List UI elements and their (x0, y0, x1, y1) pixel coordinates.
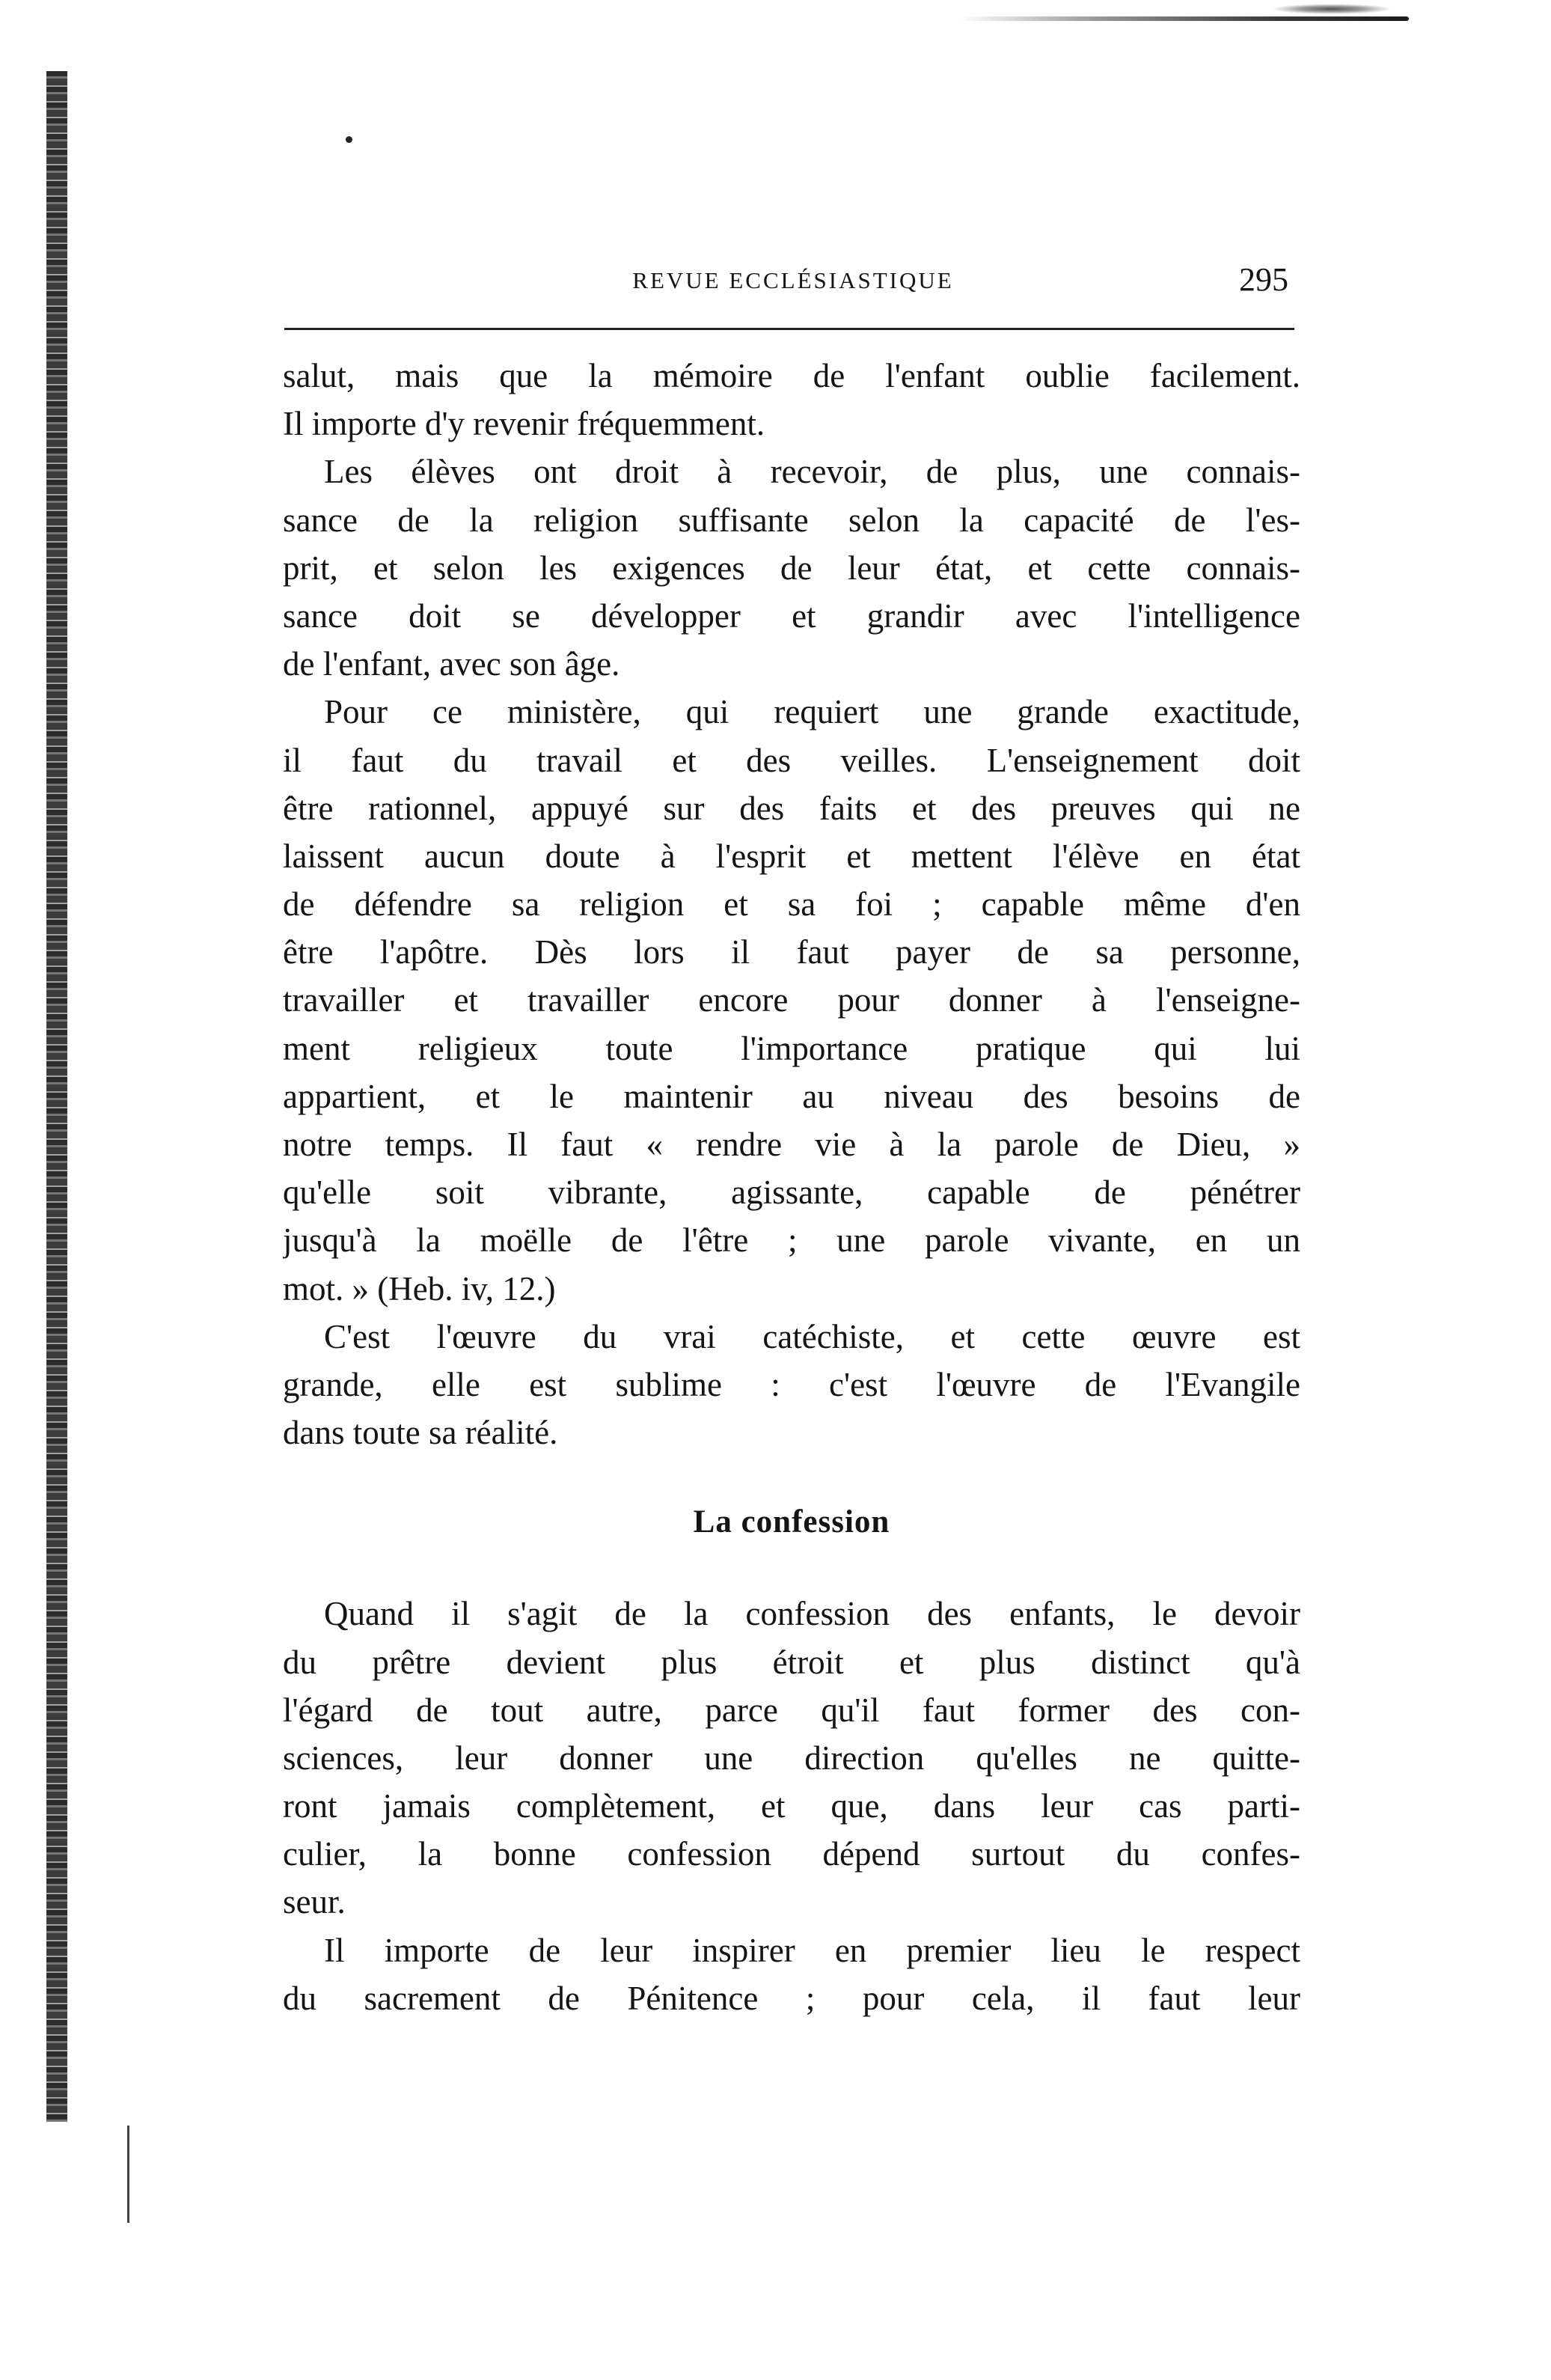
text-line: prit, et selon les exigences de leur état, et cette connais- (283, 549, 1300, 587)
scan-speck (1272, 4, 1392, 14)
text-line: sance doit se développer et grandir avec l'intelligence (283, 596, 1300, 635)
text-line: appartient, et le maintenir au niveau des besoins de (283, 1077, 1300, 1115)
text-line: notre temps. Il faut « rendre vie à la parole de Dieu, » (283, 1126, 1300, 1163)
text-line: culier, la bonne confession dépend surtout du confes- (283, 1835, 1300, 1873)
binding-edge (46, 71, 67, 2122)
header-rule (284, 328, 1294, 330)
body-text (283, 352, 1300, 2022)
text-line: C'est l'œuvre du vrai catéchiste, et cette œuvre est (324, 1317, 1300, 1355)
text-line: il faut du travail et des veilles. L'enseignement doit (283, 741, 1300, 779)
text-line: salut, mais que la mémoire de l'enfant oublie facilement. (283, 357, 1300, 394)
page-number: 295 (1239, 261, 1288, 298)
scan-smudge (960, 16, 1409, 21)
text-line: être rationnel, appuyé sur des faits et des preuves qui ne (283, 789, 1300, 827)
section-heading: La confession (693, 1504, 890, 1540)
text-line: jusqu'à la moëlle de l'être ; une parole vivante, en un (283, 1221, 1300, 1260)
running-header (284, 262, 1302, 307)
binding-edge-mark (127, 2126, 129, 2223)
text-line: grande, elle est sublime : c'est l'œuvre de l'Evangile (283, 1365, 1300, 1403)
text-line: du sacrement de Pénitence ; pour cela, il faut leur (283, 1979, 1300, 2017)
text-line: être l'apôtre. Dès lors il faut payer de sa personne, (283, 933, 1300, 971)
text-line: l'égard de tout autre, parce qu'il faut former des con- (283, 1691, 1300, 1729)
text-line: sance de la religion suffisante selon la capacité de l'es- (283, 501, 1300, 539)
text-line: sciences, leur donner une direction qu'elles ne quitte- (283, 1739, 1300, 1777)
text-line: Quand il s'agit de la confession des enfants, le devoir (324, 1595, 1300, 1633)
running-title: REVUE ECCLÉSIASTIQUE (632, 267, 954, 293)
text-line: dans toute sa réalité. (283, 1414, 558, 1452)
text-line: de l'enfant, avec son âge. (283, 645, 620, 683)
text-line: laissent aucun doute à l'esprit et mettent l'élève en état (283, 837, 1300, 875)
text-line: travailler et travailler encore pour donner à l'enseigne- (283, 981, 1300, 1019)
text-line: mot. » (Heb. iv, 12.) (283, 1269, 556, 1308)
text-line: Pour ce ministère, qui requiert une grande exactitude, (324, 693, 1300, 731)
text-line: du prêtre devient plus étroit et plus distinct qu'à (283, 1643, 1300, 1681)
text-line: ment religieux toute l'importance pratique qui lui (283, 1029, 1300, 1067)
text-line: Les élèves ont droit à recevoir, de plus, une connais- (324, 453, 1300, 491)
text-line: seur. (283, 1883, 346, 1921)
text-line: Il importe d'y revenir fréquemment. (283, 405, 765, 443)
text-line: ront jamais complètement, et que, dans leur cas parti- (283, 1787, 1300, 1825)
text-line: de défendre sa religion et sa foi ; capable même d'en (283, 885, 1300, 924)
text-line: Il importe de leur inspirer en premier lieu le respect (324, 1931, 1300, 1969)
ink-dot (346, 136, 352, 143)
text-line: qu'elle soit vibrante, agissante, capable de pénétrer (283, 1174, 1300, 1212)
